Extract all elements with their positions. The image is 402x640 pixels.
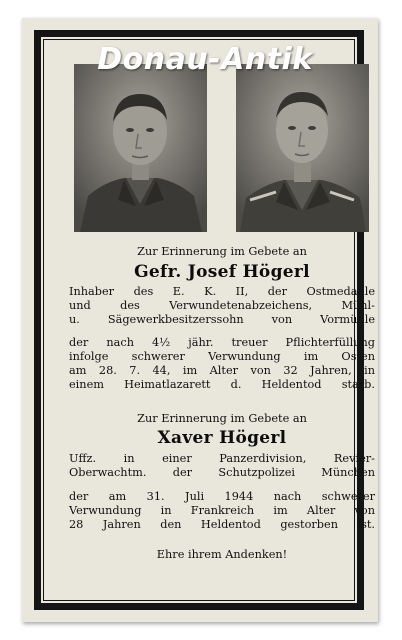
xaver-death-block (69, 490, 375, 532)
josef-line: u. Sägewerkbesitzerssohn von Vormühle (69, 313, 375, 326)
josef-decorations-block (69, 285, 375, 327)
josef-death-block (69, 336, 375, 392)
intro-line-1: Zur Erinnerung im Gebete an (137, 245, 307, 258)
portrait-xaver-illustration (236, 64, 369, 232)
black-border-frame (34, 30, 375, 610)
josef-line: und des Verwundetenabzeichens, Mühl- (69, 299, 375, 312)
josef-line: Inhaber des E. K. II, der Ostmedaille (69, 285, 375, 298)
deceased-name-xaver: Xaver Högerl (157, 428, 287, 448)
josef-death-line: der nach 4½ jähr. treuer Pflichterfüllung (69, 336, 375, 349)
xaver-rank-block (69, 452, 375, 480)
portrait-photo-josef (74, 64, 207, 232)
xaver-death-line: der am 31. Juli 1944 nach schwerer (69, 490, 375, 503)
deceased-name-josef: Gefr. Josef Högerl (134, 262, 310, 282)
watermark-logo: Donau-Antik (97, 42, 313, 77)
josef-death-line: infolge schwerer Verwundung im Osten (69, 350, 375, 363)
memorial-card (22, 18, 378, 622)
portrait-photo-xaver (236, 64, 369, 232)
josef-death-line: am 28. 7. 44, im Alter von 32 Jahren, in (69, 364, 375, 377)
xaver-line: Oberwachtm. der Schutzpolizei München (69, 466, 375, 479)
xaver-death-line: 28 Jahren den Heldentod gestorben ist. (69, 518, 375, 531)
xaver-death-line: Verwundung in Frankreich im Alter von (69, 504, 375, 517)
closing-line: Ehre ihrem Andenken! (156, 548, 288, 561)
inner-frame-line (43, 39, 375, 601)
portrait-josef-illustration (74, 64, 207, 232)
xaver-line: Uffz. in einer Panzerdivision, Revier- (69, 452, 375, 465)
intro-line-2: Zur Erinnerung im Gebete an (137, 412, 307, 425)
josef-death-line: einem Heimatlazarett d. Heldentod starb. (69, 378, 375, 391)
